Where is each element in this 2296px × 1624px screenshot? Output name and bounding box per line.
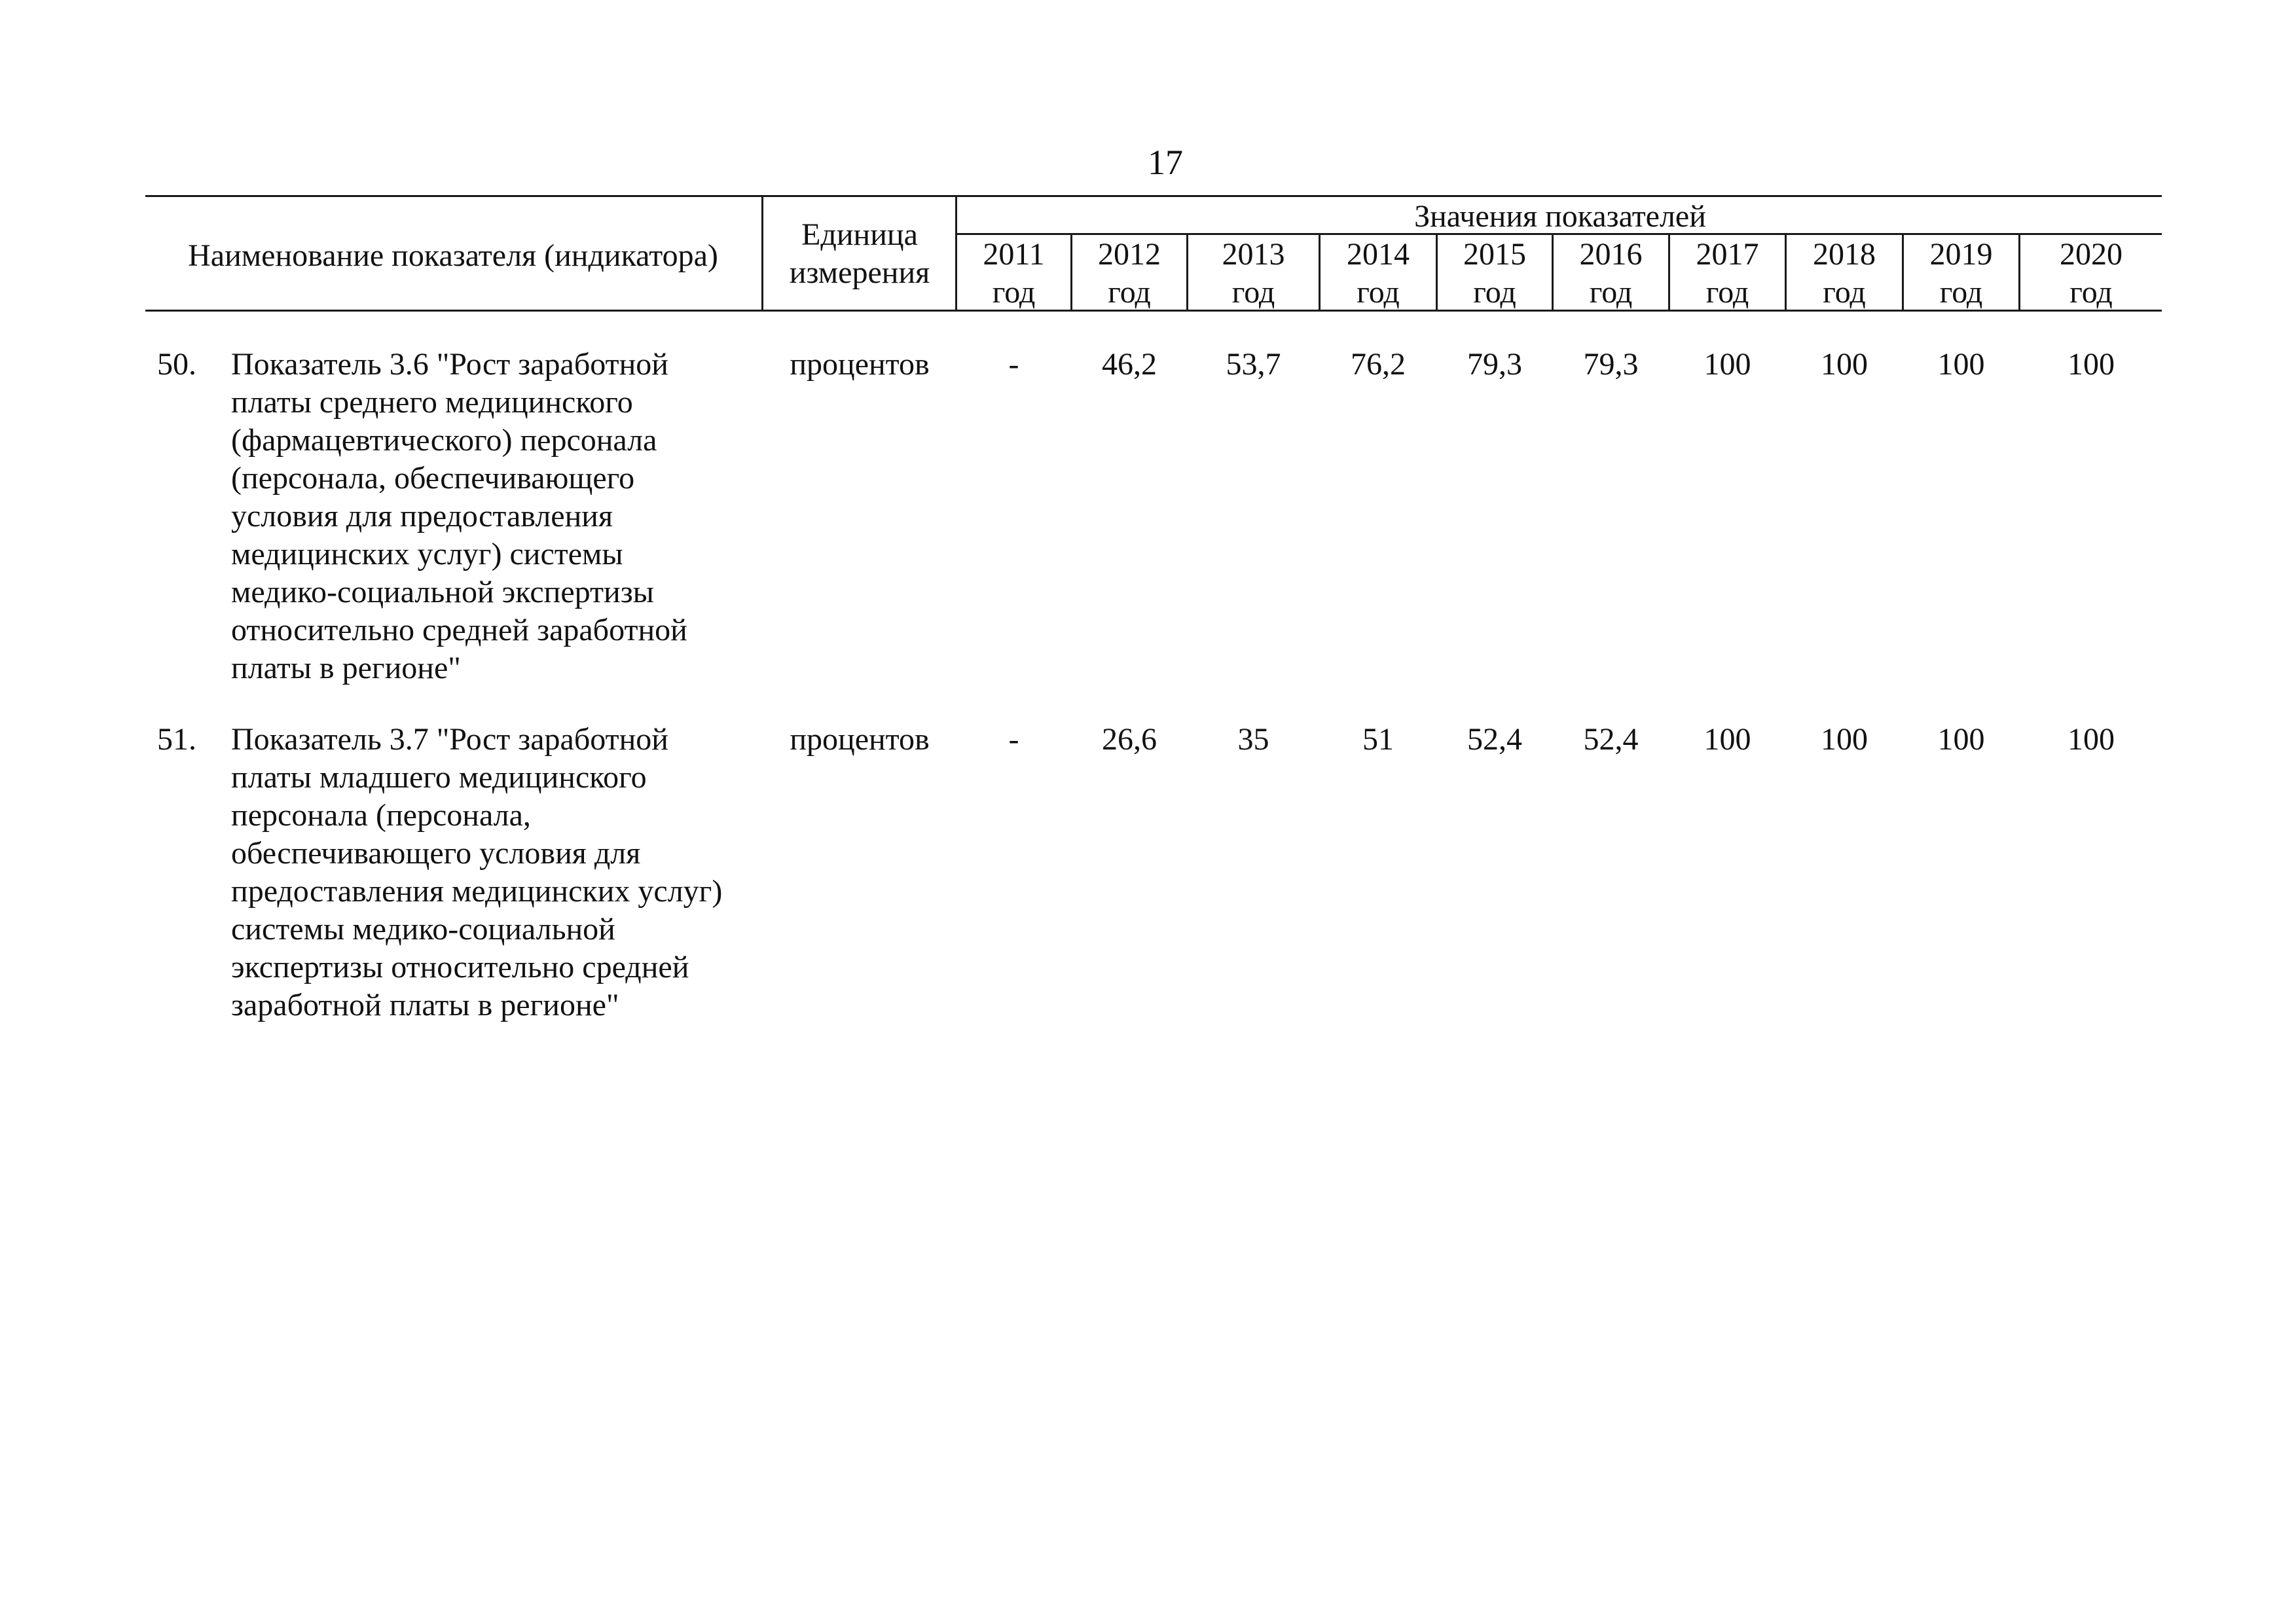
value-2020: 100 [2068, 722, 2115, 757]
value-2019: 100 [1937, 722, 1985, 757]
year-suffix: год [1231, 275, 1275, 310]
row-indicator-name [231, 346, 755, 687]
values-group-header: Значения показателей [1414, 199, 1706, 234]
value-2019: 100 [1937, 347, 1985, 382]
year-label: 2014 [1347, 237, 1410, 272]
row-indicator-name [231, 721, 755, 1024]
year-suffix: год [1357, 275, 1400, 310]
unit-header-line: Единица [801, 217, 918, 252]
value-2013: 53,7 [1226, 347, 1281, 382]
year-suffix: год [992, 275, 1036, 310]
value-2016: 79,3 [1583, 347, 1639, 382]
unit-header-line: измерения [789, 255, 930, 290]
year-suffix: год [1589, 275, 1633, 310]
year-header-2012 [1072, 236, 1186, 312]
name-line: предоставления медицинских услуг) [231, 874, 723, 909]
year-header-2015 [1438, 236, 1552, 312]
value-2017: 100 [1704, 347, 1751, 382]
year-label: 2013 [1222, 237, 1285, 272]
year-suffix: год [2069, 275, 2113, 310]
value-2013: 35 [1237, 722, 1269, 757]
year-header-2020 [2020, 236, 2162, 312]
value-2015: 52,4 [1467, 722, 1522, 757]
year-header-2013 [1188, 236, 1319, 312]
year-label: 2012 [1098, 237, 1161, 272]
year-suffix: год [1823, 275, 1866, 310]
value-2012: 46,2 [1102, 347, 1157, 382]
value-2017: 100 [1704, 722, 1751, 757]
year-label: 2018 [1813, 237, 1876, 272]
value-2014: 51 [1362, 722, 1394, 757]
name-line: медицинских услуг) системы [231, 537, 623, 571]
row-unit: процентов [790, 347, 930, 382]
value-2014: 76,2 [1351, 347, 1406, 382]
year-label: 2016 [1579, 237, 1643, 272]
name-line: заработной платы в регионе" [231, 988, 619, 1022]
name-line: обеспечивающего условия для [231, 836, 641, 871]
year-header-2017 [1670, 236, 1785, 312]
name-line: платы в регионе" [231, 651, 461, 685]
name-line: (персонала, обеспечивающего [231, 461, 635, 496]
name-line: относительно средней заработной [231, 613, 687, 647]
year-header-2018 [1787, 236, 1902, 312]
name-line: системы медико-социальной [231, 912, 615, 947]
year-label: 2020 [2060, 237, 2123, 272]
name-line: платы среднего медицинского [231, 385, 633, 420]
name-line: платы младшего медицинского [231, 760, 647, 795]
value-2012: 26,6 [1102, 722, 1157, 757]
unit-column-header [763, 216, 956, 292]
row-number: 51. [157, 722, 196, 757]
year-header-2016 [1554, 236, 1668, 312]
row-number: 50. [157, 347, 196, 382]
name-line: персонала (персонала, [231, 798, 531, 833]
name-column-header: Наименование показателя (индикатора) [188, 238, 718, 273]
name-line: Показатель 3.7 "Рост заработной [231, 722, 668, 757]
value-2018: 100 [1821, 722, 1868, 757]
year-header-2019 [1904, 236, 2018, 312]
value-2011: - [1008, 722, 1019, 757]
year-suffix: год [1108, 275, 1151, 310]
year-suffix: год [1939, 275, 1983, 310]
name-line: (фармацевтического) персонала [231, 423, 657, 458]
name-line: экспертизы относительно средней [231, 950, 689, 984]
value-2011: - [1008, 347, 1019, 382]
table-top-rule [145, 195, 2162, 197]
year-header-2011 [957, 236, 1070, 312]
year-label: 2017 [1696, 237, 1759, 272]
year-label: 2015 [1463, 237, 1526, 272]
row-unit: процентов [790, 722, 930, 757]
value-2018: 100 [1821, 347, 1868, 382]
value-2015: 79,3 [1467, 347, 1522, 382]
value-2016: 52,4 [1583, 722, 1639, 757]
year-suffix: год [1473, 275, 1516, 310]
value-2020: 100 [2068, 347, 2115, 382]
page-number: 17 [1148, 143, 1183, 182]
name-line: медико-социальной экспертизы [231, 575, 654, 609]
year-label: 2019 [1929, 237, 1993, 272]
year-label: 2011 [983, 237, 1045, 272]
name-line: Показатель 3.6 "Рост заработной [231, 347, 668, 382]
year-header-2014 [1321, 236, 1436, 312]
name-line: условия для предоставления [231, 499, 613, 533]
year-suffix: год [1705, 275, 1749, 310]
